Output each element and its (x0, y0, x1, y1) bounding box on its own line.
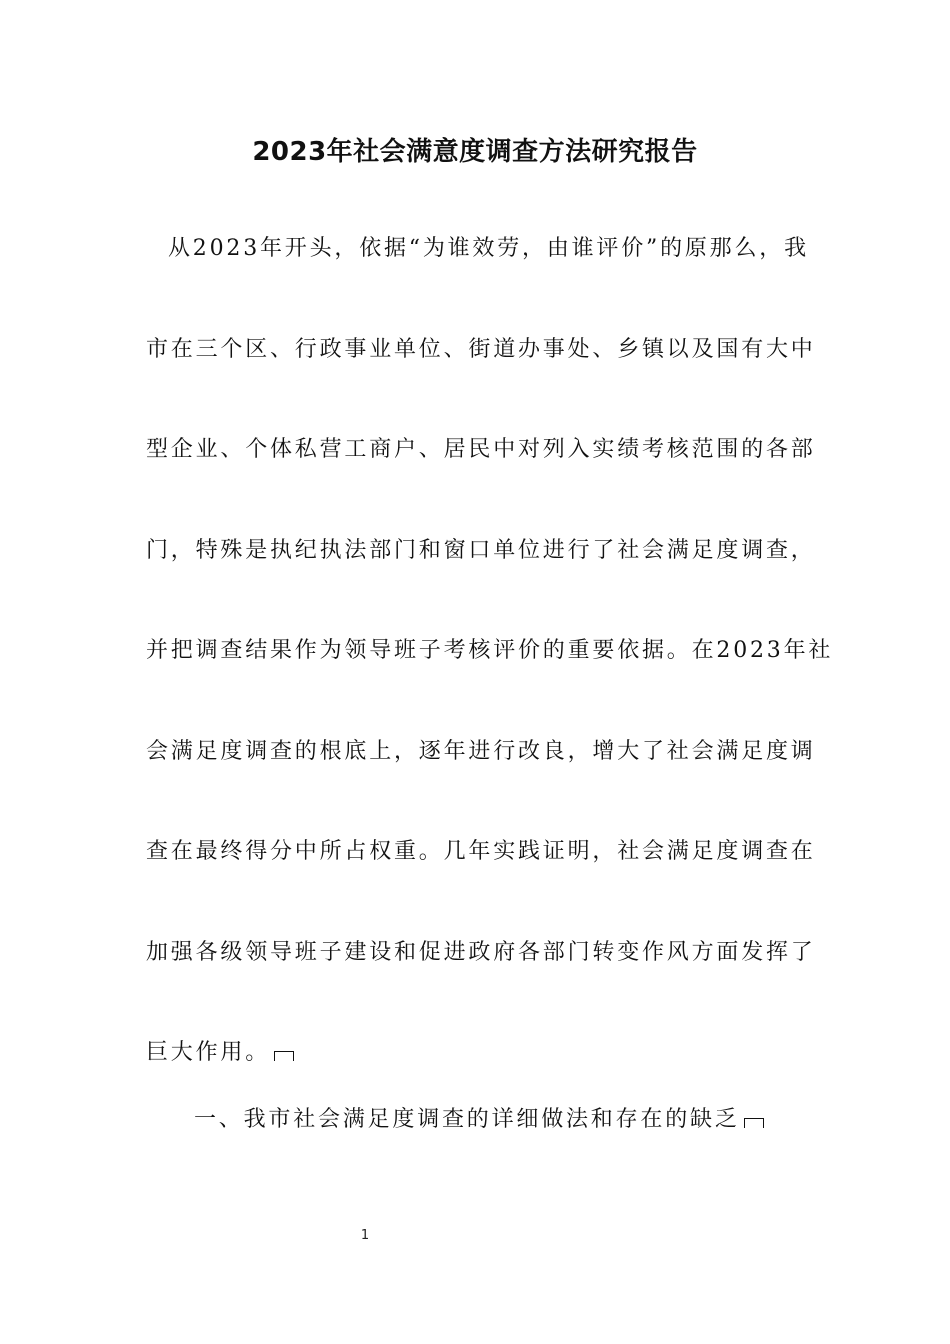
paragraph-line: 型企业、个体私营工商户、居民中对列入实绩考核范围的各部 (146, 437, 816, 462)
document-title: 2023年社会满意度调查方法研究报告 (252, 137, 698, 167)
page-number: 1 (360, 1228, 370, 1243)
paragraph-line: 加强各级领导班子建设和促进政府各部门转变作风方面发挥了 (146, 939, 816, 965)
paragraph-line: 市在三个区、行政事业单位、街道办事处、乡镇以及国有大中 (146, 336, 816, 362)
paragraph-line-text: 巨大作用。 (146, 1040, 271, 1065)
section-heading-text: 一、我市社会满足度调查的详细做法和存在的缺乏 (194, 1107, 740, 1132)
paragraph-line: 并把调查结果作为领导班子考核评价的重要依据。在2023年社 (146, 638, 834, 663)
section-heading (194, 1098, 764, 1142)
paragraph-end-mark-icon (744, 1118, 764, 1128)
paragraph-line: 查在最终得分中所占权重。几年实践证明，社会满足度调查在 (146, 839, 816, 864)
paragraph-end-mark-icon (274, 1051, 294, 1061)
paragraph-line-last (146, 1003, 806, 1104)
paragraph-line: 门，特殊是执纪执法部门和窗口单位进行了社会满足度调查， (146, 537, 816, 563)
paragraph-line: 会满足度调查的根底上，逐年进行改良，增大了社会满足度调 (146, 738, 816, 764)
body-paragraph (146, 199, 834, 1104)
paragraph-line: 从2023年开头，依据“为谁效劳，由谁评价”的原那么，我 (168, 236, 809, 261)
